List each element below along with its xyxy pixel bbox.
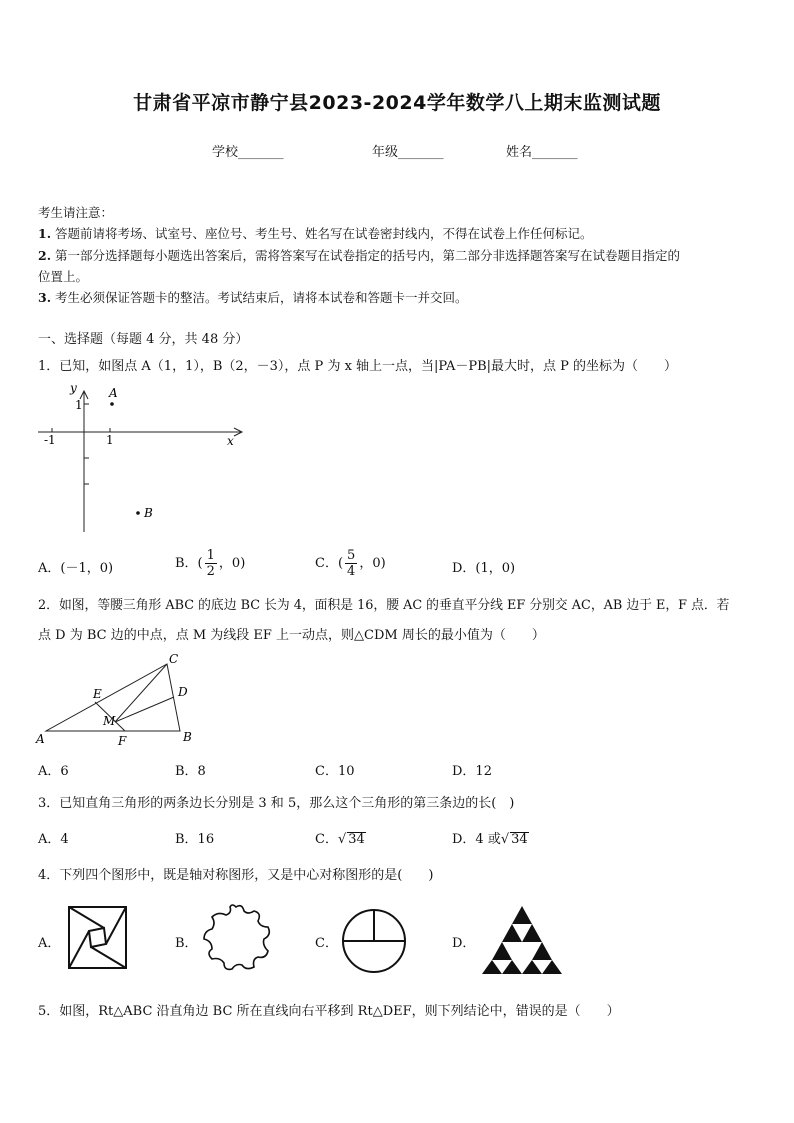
q3-option-c-radicand: 34 xyxy=(348,832,365,847)
fig1-label-1y: 1 xyxy=(75,398,83,412)
snowflake-shape xyxy=(204,905,269,969)
notice-text-1: 答题前请将考场、试室号、座位号、考生号、姓名写在试卷密封线内，不得在试卷上作任何标记。 xyxy=(55,226,593,241)
q2-line2: 点 D 为 BC 边的中点，点 M 为线段 EF 上一动点，则△CDM 周长的最小值为（ ） xyxy=(38,628,545,643)
school-field[interactable] xyxy=(212,141,284,160)
section-heading: 一、选择题（每题 4 分，共 48 分） xyxy=(38,332,249,347)
q1-option-b-post: ，0) xyxy=(218,556,246,571)
grade-blank: _______ xyxy=(398,145,444,160)
fig1-label-x: x xyxy=(227,434,234,448)
notice-text-2b: 位置上。 xyxy=(38,269,89,284)
q4-figure-c xyxy=(340,907,408,975)
q3-option-a[interactable]: A．4 xyxy=(38,832,69,847)
q2-option-b[interactable]: B．8 xyxy=(175,764,206,779)
outer-square xyxy=(69,907,126,968)
q4-option-a[interactable]: A． xyxy=(38,936,61,951)
q4-option-b[interactable]: B． xyxy=(175,936,198,951)
q4-option-c[interactable]: C． xyxy=(315,936,338,951)
fig2-label-f: F xyxy=(118,734,127,748)
q1-option-b-den: 2 xyxy=(206,564,215,579)
fig2-label-c: C xyxy=(169,652,179,666)
fig1-label-1x: 1 xyxy=(106,433,114,447)
page-title: 甘肃省平凉市静宁县2023-2024学年数学八上期末监测试题 xyxy=(133,92,661,114)
fig1-label-a: A xyxy=(109,386,118,400)
q3-option-c[interactable] xyxy=(315,828,366,847)
notice-item-3 xyxy=(38,288,468,306)
fig1-label-neg1: -1 xyxy=(44,433,56,447)
q4-figure-d xyxy=(481,904,563,976)
q1-option-c[interactable] xyxy=(315,548,386,579)
q1-figure xyxy=(36,380,256,540)
q3-option-c-pre: C． xyxy=(315,832,338,847)
q1-option-b-pre: B．( xyxy=(175,556,203,571)
notice-num-2: 2. xyxy=(38,248,52,263)
q4-stem: 4．下列四个图形中，既是轴对称图形，又是中心对称图形的是( ) xyxy=(38,868,434,883)
q1-option-c-num: 5 xyxy=(347,548,356,563)
fig1-label-b: B xyxy=(144,506,153,520)
name-label: 姓名 xyxy=(506,145,533,160)
q1-option-b-num: 1 xyxy=(206,548,215,563)
q1-option-b[interactable] xyxy=(175,548,245,579)
q1-option-b-frac xyxy=(205,548,217,579)
fig2-label-m: M xyxy=(103,714,116,728)
q1-option-c-post: ，0) xyxy=(359,556,386,571)
school-blank: _______ xyxy=(238,145,284,160)
line-dm xyxy=(115,697,174,722)
q4-figure-b xyxy=(198,901,274,977)
notice-text-2: 第一部分选择题每小题选出答案后，需将答案写在试卷指定的括号内，第二部分非选择题答案写在试卷题目指定的 xyxy=(55,248,681,263)
school-label: 学校 xyxy=(212,145,239,160)
fig1-label-y: y xyxy=(70,381,77,395)
q3-option-d-pre: D．4 或 xyxy=(452,832,501,847)
q3-stem: 3．已知直角三角形的两条边长分别是 3 和 5，那么这个三角形的第三条边的长( ) xyxy=(38,796,515,811)
q1-option-d[interactable]: D．(1，0) xyxy=(452,561,516,576)
point-b xyxy=(136,511,140,515)
q2-option-c[interactable]: C．10 xyxy=(315,764,355,779)
fig2-label-a: A xyxy=(36,732,45,746)
line-cm xyxy=(115,664,167,722)
fig2-label-b: B xyxy=(183,730,192,744)
q5-stem: 5．如图，Rt△ABC 沿直角边 BC 所在直线向右平移到 Rt△DEF，则下列结论中，错误的是（ ） xyxy=(38,1004,620,1019)
q2-option-d[interactable]: D．12 xyxy=(452,764,492,779)
sqrt-icon: √ xyxy=(500,832,510,847)
q2-line1: 2．如图，等腰三角形 ABC 的底边 BC 长为 4，面积是 16，腰 AC 的垂直平分线 EF 分别交 AC，AB 边于 E，F 点．若 xyxy=(38,598,730,613)
sierpinski-triangle xyxy=(482,906,562,974)
q1-stem: 1．已知，如图点 A（1，1），B（2，－3），点 P 为 x 轴上一点，当|PA－PB|最大时，点 P 的坐标为（ ） xyxy=(38,359,678,374)
q1-option-c-frac xyxy=(345,548,357,579)
q3-option-d[interactable] xyxy=(452,828,529,847)
point-a xyxy=(110,402,114,406)
name-blank: _______ xyxy=(532,145,578,160)
notice-num-3: 3. xyxy=(38,290,52,305)
grade-field[interactable] xyxy=(372,141,444,160)
fig2-label-e: E xyxy=(93,687,102,701)
fig2-label-d: D xyxy=(178,685,188,699)
q1-option-c-den: 4 xyxy=(347,564,356,579)
q4-option-d[interactable]: D． xyxy=(452,936,476,951)
notice-item-1 xyxy=(38,224,593,242)
notice-text-3: 考生必须保证答题卡的整洁。考试结束后，请将本试卷和答题卡一并交回。 xyxy=(55,290,468,305)
notice-item-2 xyxy=(38,246,680,264)
q1-option-a[interactable]: A．(－1，0) xyxy=(38,561,114,576)
q3-option-b[interactable]: B．16 xyxy=(175,832,215,847)
inner-square xyxy=(89,928,106,947)
q2-option-a[interactable]: A．6 xyxy=(38,764,69,779)
q3-option-d-radicand: 34 xyxy=(511,832,528,847)
sqrt-icon: √ xyxy=(337,832,347,847)
q1-option-c-pre: C．( xyxy=(315,556,344,571)
grade-label: 年级 xyxy=(372,145,399,160)
notice-heading: 考生请注意： xyxy=(38,205,114,220)
name-field[interactable] xyxy=(506,141,578,160)
notice-num-1: 1. xyxy=(38,226,52,241)
q2-figure xyxy=(34,650,214,750)
q4-figure-a xyxy=(66,904,130,972)
